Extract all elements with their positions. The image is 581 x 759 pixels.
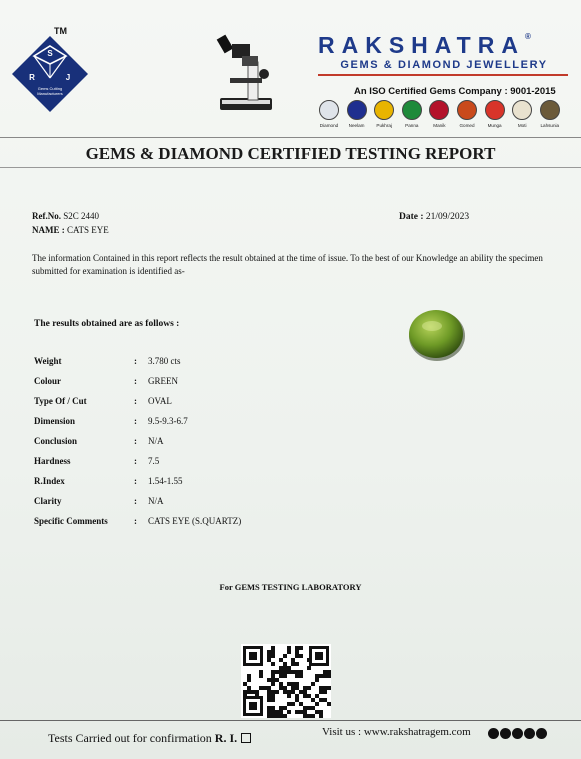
ref-number: Ref.No. S2C 2440 [32, 211, 100, 221]
report-date: Date : 21/09/2023 [399, 212, 470, 222]
gem-stone-icon [457, 100, 477, 120]
gem-label: Manik [433, 123, 446, 128]
result-colon: : [134, 356, 137, 366]
gem-label: Panna [405, 123, 419, 128]
gem-label: Neelam [348, 123, 365, 128]
qr-code [241, 644, 331, 718]
gem-label: Munga [487, 123, 502, 128]
srj-logo [10, 34, 90, 114]
stone-name: NAME : CATS EYE [32, 225, 109, 235]
gem-stone-icon [429, 100, 449, 120]
gem-label: Moti [517, 123, 527, 128]
result-colon: : [134, 416, 137, 426]
result-key: R.Index [34, 476, 65, 486]
gem-label: Diamond [319, 123, 339, 128]
gemstone-photo [406, 308, 466, 362]
result-value: 1.54-1.55 [148, 476, 183, 486]
result-colon: : [134, 516, 137, 526]
results-heading: The results obtained are as follows : [34, 319, 180, 329]
gem-label: Pukhraj [376, 123, 392, 128]
header-divider [0, 137, 581, 138]
result-colon: : [134, 496, 137, 506]
gem-stone-icon [374, 100, 394, 120]
footer-confirmation: Tests Carried out for confirmation R. I. [48, 731, 251, 746]
gem-neelam [345, 100, 369, 128]
trademark: TM [54, 26, 67, 36]
gem-label: Gomed [459, 123, 475, 128]
gem-stone-icon [402, 100, 422, 120]
report-title: GEMS & DIAMOND CERTIFIED TESTING REPORT [85, 144, 496, 163]
gem-stone-icon [319, 100, 339, 120]
footer-divider [0, 720, 581, 721]
gem-manik [427, 100, 451, 128]
ri-checkbox [241, 733, 251, 743]
intro-paragraph: The information Contained in this report reflects the result obtained at the time of issue. To the best of our Knowledge an ability the specimen submitted for examination is identified as- [32, 253, 543, 276]
youtube-icon[interactable] [524, 728, 535, 739]
gem-stone-icon [485, 100, 505, 120]
gem-label: Lahsunia [540, 123, 560, 128]
result-key: Colour [34, 376, 61, 386]
facebook-icon[interactable] [488, 728, 499, 739]
iso-text: An ISO Certified Gems Company : 9001-2015 [354, 86, 556, 97]
result-key: Conclusion [34, 436, 78, 446]
lab-signature: For GEMS TESTING LABORATORY [219, 582, 362, 592]
gem-stone-icon [512, 100, 532, 120]
result-value: 3.780 cts [148, 356, 181, 366]
microscope-icon [212, 34, 280, 114]
result-colon: : [134, 436, 137, 446]
social-icons [488, 726, 548, 738]
gem-stone-icon [347, 100, 367, 120]
whatsapp-icon[interactable] [536, 728, 547, 739]
result-key: Specific Comments [34, 516, 108, 526]
brand-subtitle: GEMS & DIAMOND JEWELLERY [340, 59, 548, 71]
logo-letter-r: R [29, 73, 35, 82]
result-colon: : [134, 476, 137, 486]
brand-name: RAKSHATRA® [318, 32, 531, 58]
result-value: 9.5-9.3-6.7 [148, 416, 188, 426]
gem-gomed [455, 100, 479, 128]
title-divider [0, 167, 581, 168]
gem-munga [483, 100, 507, 128]
result-value: 7.5 [148, 456, 160, 466]
logo-letter-j: J [65, 73, 71, 82]
result-colon: : [134, 376, 137, 386]
result-key: Type Of / Cut [34, 396, 87, 406]
result-value: GREEN [148, 376, 178, 386]
result-value: CATS EYE (S.QUARTZ) [148, 516, 242, 526]
result-value: N/A [148, 436, 164, 446]
brand-underline [318, 74, 568, 76]
instagram-icon[interactable] [500, 728, 511, 739]
result-key: Hardness [34, 456, 71, 466]
gem-panna [400, 100, 424, 128]
gem-moti [510, 100, 534, 128]
result-value: OVAL [148, 396, 172, 406]
result-colon: : [134, 456, 137, 466]
gem-strip [317, 100, 567, 132]
logo-letter-s: S [47, 49, 53, 58]
logo-caption: Gems Cutting Manufacturers [37, 86, 63, 96]
result-key: Weight [34, 356, 62, 366]
twitter-icon[interactable] [512, 728, 523, 739]
result-colon: : [134, 396, 137, 406]
gem-stone-icon [540, 100, 560, 120]
gem-pukhraj [372, 100, 396, 128]
result-key: Clarity [34, 496, 62, 506]
result-key: Dimension [34, 416, 76, 426]
gem-diamond [317, 100, 341, 128]
footer-website[interactable]: Visit us : www.rakshatragem.com [322, 726, 471, 738]
gem-lahsunia [538, 100, 562, 128]
result-value: N/A [148, 496, 164, 506]
